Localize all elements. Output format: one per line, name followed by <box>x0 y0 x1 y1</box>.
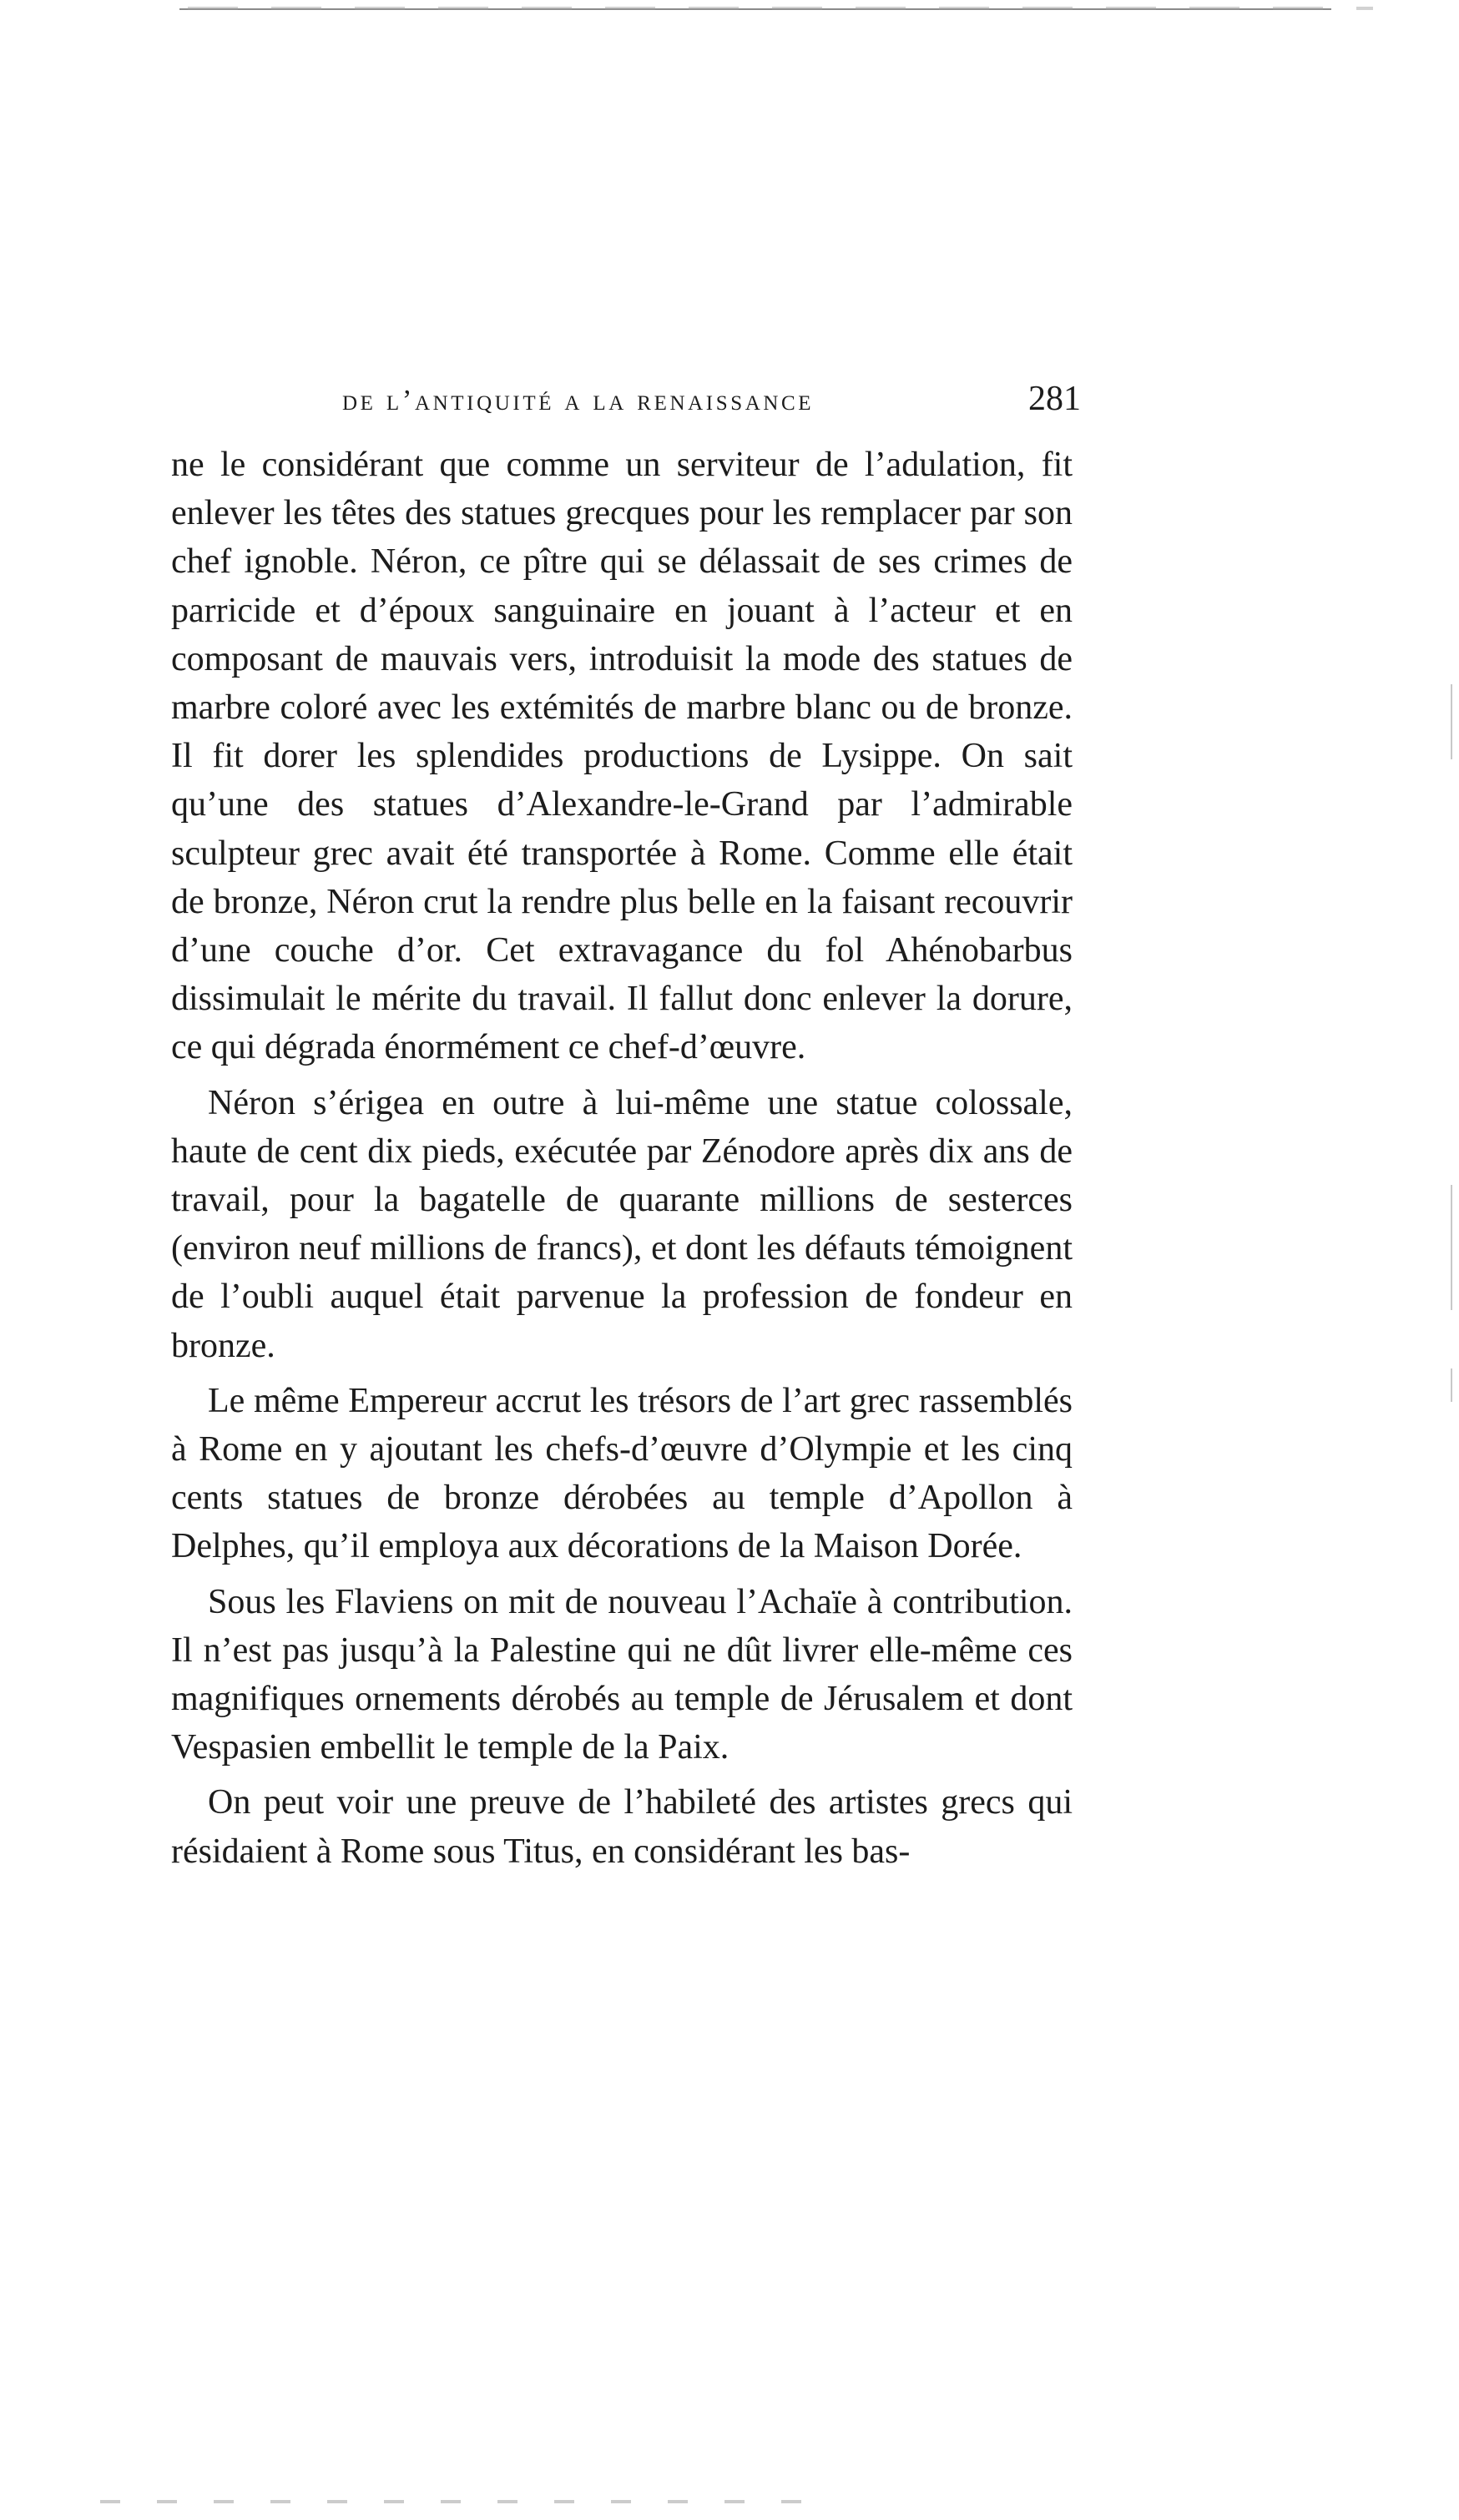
scan-edge-mark <box>1451 684 1452 759</box>
scan-edge-mark <box>1451 1368 1452 1402</box>
paragraph-2: Néron s’érigea en outre à lui-même une statue colossale, haute de cent dix pieds, exécutée par Zénodore après dix ans de travail, pour la bagatelle de quarante millions de sesterces (environ neuf millions de francs), et dont les défauts témoignent de l’oubli auquel était parvenue la profession de fondeur en bronze. <box>171 1083 1073 1365</box>
paragraph-3: Le même Empereur accrut les trésors de l’art grec rassemblés à Rome en y ajoutant les chefs-d’œuvre d’Olympie et les cinq cents statues de bronze dérobées au temple d’Apollon à Delphes, qu’il employa aux décorations de la Maison Dorée. <box>171 1381 1073 1566</box>
scan-top-marks <box>188 7 1373 10</box>
page-number: 281 <box>1028 380 1081 418</box>
paragraph-5: On peut voir une preuve de l’habileté des artistes grecs qui résidaient à Rome sous Titus, en considérant les bas- <box>171 1783 1073 1871</box>
paragraph-1: ne le considérant que comme un serviteur de l’adulation, fit enlever les têtes des statues grecques pour les remplacer par son chef ignoble. Néron, ce pître qui se délassait de ses crimes de parricide et d’époux sanguinaire en jouant à l’acteur et en composant de mauvais vers, introduisit la mode des statues de marbre coloré avec les extémités de marbre blanc ou de bronze. Il fit dorer les splendides productions de Lysippe. On sait qu’une des statues d’Alexandre-le-Grand par l’admirable sculpteur grec avait été transportée à Rome. Comme elle était de bronze, Néron crut la rendre plus belle en la faisant recouvrir d’une couche d’or. Cet extravagance du fol Ahénobarbus dissimulait le mérite du travail. Il fallut donc enlever la dorure, ce qui dégrada énormément ce chef-d’œuvre. <box>171 446 1073 1067</box>
running-title: de l’antiquité a la renaissance <box>342 384 815 416</box>
body-text <box>171 441 1073 1882</box>
scan-edge-mark <box>1451 1185 1452 1310</box>
page-header <box>342 379 1081 429</box>
scan-bottom-marks <box>100 2500 818 2503</box>
paragraph-4: Sous les Flaviens on mit de nouveau l’Achaïe à contribution. Il n’est pas jusqu’à la Palestine qui ne dût livrer elle-même ces magnifiques ornements dérobés au temple de Jérusalem et dont Vespasien embellit le temple de la Paix. <box>171 1582 1073 1767</box>
